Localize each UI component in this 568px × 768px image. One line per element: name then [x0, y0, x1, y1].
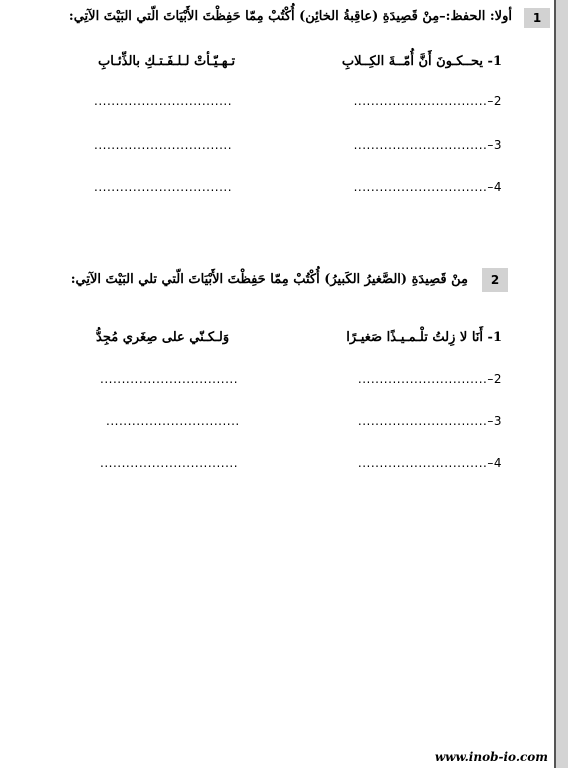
website-watermark: www.inob-io.com [434, 750, 548, 764]
section-1-row [60, 180, 502, 202]
section-2-row [60, 330, 502, 352]
blank-line: ................................ [100, 372, 239, 386]
blank-line: ................................ [94, 180, 233, 194]
section-2-row [60, 414, 502, 436]
section-2-row [60, 372, 502, 394]
verse-second-hemistich: وَلـكـنّي على صِغَري مُجِدُّ [96, 330, 230, 345]
section-1-number: 1 [524, 8, 550, 28]
verse-first-hemistich: 1- أَنَا لا زِلتُ تلْـمـيـذًا صَغيـرًا [346, 330, 502, 345]
section-1-row [60, 94, 502, 116]
blank-line: ...............................​ [106, 414, 240, 428]
blank-line: 3–............................... [353, 138, 502, 152]
blank-line: 3–.............................. [357, 414, 502, 428]
section-1-row [60, 54, 502, 76]
verse-first-hemistich: 1- يحــكـونَ أَنَّ أُمّــةَ الكِــلابِ [341, 54, 502, 69]
blank-line: 4–.............................. [357, 456, 502, 470]
page-gutter [556, 0, 568, 768]
blank-line: ................................ [100, 456, 239, 470]
blank-line: 2–............................... [353, 94, 502, 108]
section-1-heading: أولا: الحفظ:–مِنْ قَصِيدَةِ (عاقِبةُ الخائِن) أُكْتُبْ مِمّا حَفِظْتَ الأَبْيَاتَ الّتي البَيْتَ الآتِي: [68, 9, 512, 24]
blank-line: ................................ [94, 138, 233, 152]
blank-line: 2–.............................. [357, 372, 502, 386]
section-2-heading: مِنْ قَصِيدَةِ (الصَّغيرُ الكَبيرُ) أُكْتُبْ مِمّا حَفِظْتَ الأَبْيَاتَ الّتي تلي البَيْتَ الآتِي: [70, 272, 468, 287]
blank-line: ................................ [94, 94, 233, 108]
verse-second-hemistich: تـهـيّـأتْ لـلـفَـتـكِ بالذِّئـابِ [98, 54, 236, 69]
section-1-row [60, 138, 502, 160]
blank-line: 4–............................... [353, 180, 502, 194]
section-2-row [60, 456, 502, 478]
section-2-number: 2 [482, 268, 508, 292]
